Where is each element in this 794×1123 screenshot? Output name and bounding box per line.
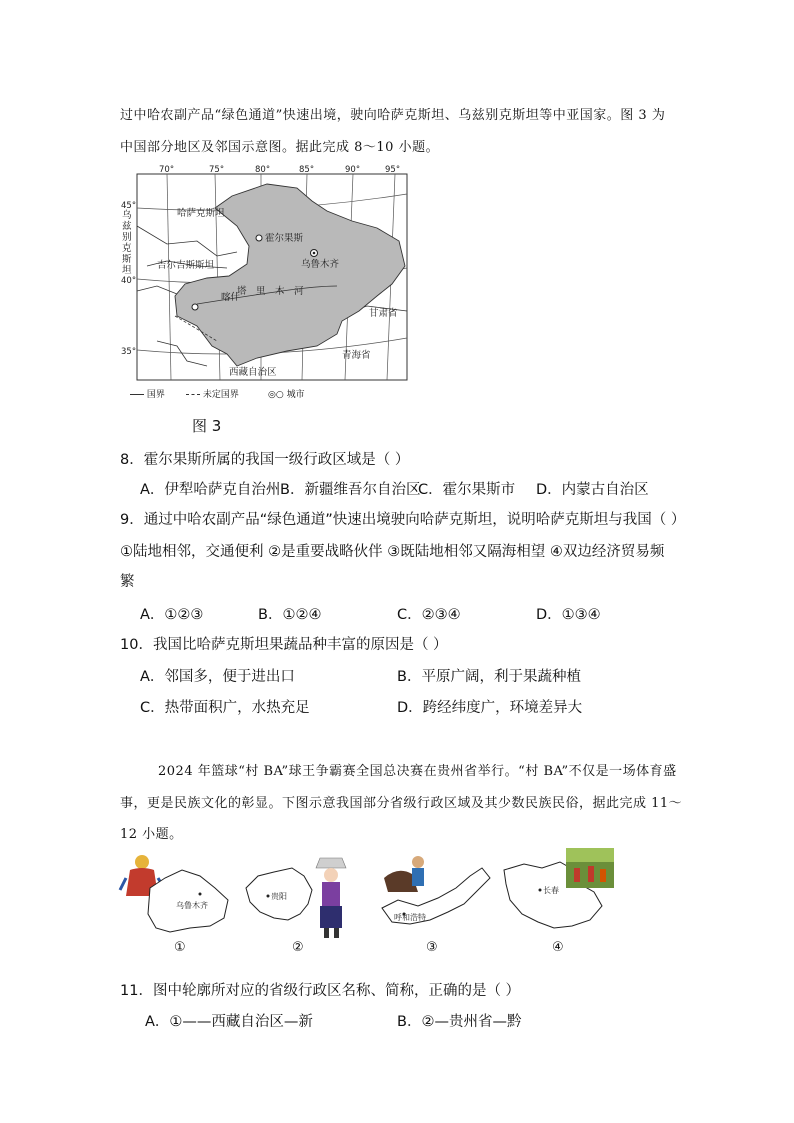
province-guizhou	[238, 848, 358, 943]
lon-label: 70°	[159, 165, 175, 175]
lat-label: 40°	[121, 276, 137, 286]
q8-option-a[interactable]: A．伊犁哈萨克自治州	[140, 482, 281, 498]
province-2-city: 贵阳	[271, 892, 287, 901]
q10-stem: 10．我国比哈萨克斯坦果蔬品种丰富的原因是（ ）	[120, 637, 448, 653]
intro2-line-2: 事，更是民族文化的彰显。下图示意我国部分省级行政区域及其少数民族民俗，据此完成 11～	[120, 796, 683, 811]
province-inner-mongolia	[378, 848, 498, 938]
label-tarim-river: 塔 里 木 河	[237, 286, 304, 297]
legend-city: ◎○ 城市	[268, 390, 305, 400]
q9-option-a[interactable]: A．①②③	[140, 607, 204, 623]
lat-label: 45°	[121, 201, 137, 211]
province-2-number: ②	[292, 940, 304, 955]
legend-undetermined: 未定国界	[186, 387, 239, 400]
label-khorgos: 霍尔果斯	[265, 233, 304, 244]
lat-label: 35°	[121, 347, 137, 357]
label-kyrgyzstan: 吉尔吉斯斯坦	[157, 260, 215, 271]
province-xinjiang	[120, 848, 240, 938]
q8-option-c[interactable]: C．霍尔果斯市	[418, 482, 516, 498]
province-4-city: 长春	[543, 886, 559, 895]
q9-statements-1: ①陆地相邻，交通便利 ②是重要战略伙伴 ③既陆地相邻又隔海相望 ④双边经济贸易频	[120, 544, 665, 560]
q11-option-a[interactable]: A．①——西藏自治区—新	[145, 1014, 313, 1030]
q10-option-a[interactable]: A．邻国多，便于进出口	[140, 669, 295, 685]
intro2-line-1: 2024 年篮球“村 BA”球王争霸赛全国总决赛在贵州省举行。“村 BA”不仅是一场体育盛	[158, 764, 677, 779]
legend-border: 国界	[130, 387, 165, 400]
figure-caption: 图 3	[192, 417, 222, 435]
label-kashgar: 喀什	[221, 292, 241, 303]
q8-option-b[interactable]: B．新疆维吾尔自治区	[280, 482, 421, 498]
q10-option-b[interactable]: B．平原广阔，利于果蔬种植	[397, 669, 581, 685]
miao-girl-icon	[316, 858, 346, 938]
label-qinghai: 青海省	[342, 350, 371, 361]
province-jilin	[498, 848, 618, 938]
q9-option-d[interactable]: D．①③④	[536, 607, 601, 623]
q11-option-b[interactable]: B．②—贵州省—黔	[397, 1014, 522, 1030]
q9-option-b[interactable]: B．①②④	[258, 607, 322, 623]
lon-label: 85°	[299, 165, 315, 175]
q9-stem: 9．通过中哈农副产品“绿色通道”快速出境驶向哈萨克斯坦，说明哈萨克斯坦与我国（ ）	[120, 512, 686, 528]
label-tibet: 西藏自治区	[229, 367, 277, 378]
lon-label: 95°	[385, 165, 401, 175]
label-kazakhstan: 哈萨克斯坦	[177, 208, 225, 219]
capital-dot-icon	[313, 252, 316, 255]
city-marker-kashgar	[192, 304, 198, 310]
q8-option-d[interactable]: D．内蒙古自治区	[536, 482, 649, 498]
city-marker-khorgos	[256, 235, 262, 241]
q8-stem: 8．霍尔果斯所属的我国一级行政区域是（ ）	[120, 452, 410, 468]
folk-photo-icon	[566, 848, 614, 888]
lon-label: 75°	[209, 165, 225, 175]
lon-label: 80°	[255, 165, 271, 175]
lon-label: 90°	[345, 165, 361, 175]
intro-line-1: 过中哈农副产品“绿色通道”快速出境，驶向哈萨克斯坦、乌兹别克斯坦等中亚国家。图 3 为	[120, 108, 666, 123]
q10-option-c[interactable]: C．热带面积广，水热充足	[140, 700, 310, 716]
label-uzbekistan: 乌兹别克斯坦	[122, 210, 132, 276]
horse-rider-icon	[384, 856, 424, 892]
intro2-line-3: 12 小题。	[120, 827, 183, 842]
q9-option-c[interactable]: C．②③④	[397, 607, 461, 623]
intro-line-2: 中国部分地区及邻国示意图。据此完成 8～10 小题。	[120, 140, 440, 155]
province-3-number: ③	[426, 940, 438, 955]
province-4-number: ④	[552, 940, 564, 955]
q11-stem: 11．图中轮廓所对应的省级行政区名称、简称，正确的是（ ）	[120, 983, 521, 999]
label-gansu: 甘肃省	[369, 308, 398, 319]
q9-statements-2: 繁	[120, 574, 135, 590]
province-1-number: ①	[174, 940, 186, 955]
province-3-city: 呼和浩特	[394, 913, 426, 922]
city-symbol-icon: ◎○	[268, 390, 284, 400]
province-1-city: 乌鲁木齐	[176, 901, 208, 910]
q10-option-d[interactable]: D．跨经纬度广，环境差异大	[397, 700, 583, 716]
label-urumqi: 乌鲁木齐	[301, 259, 340, 270]
